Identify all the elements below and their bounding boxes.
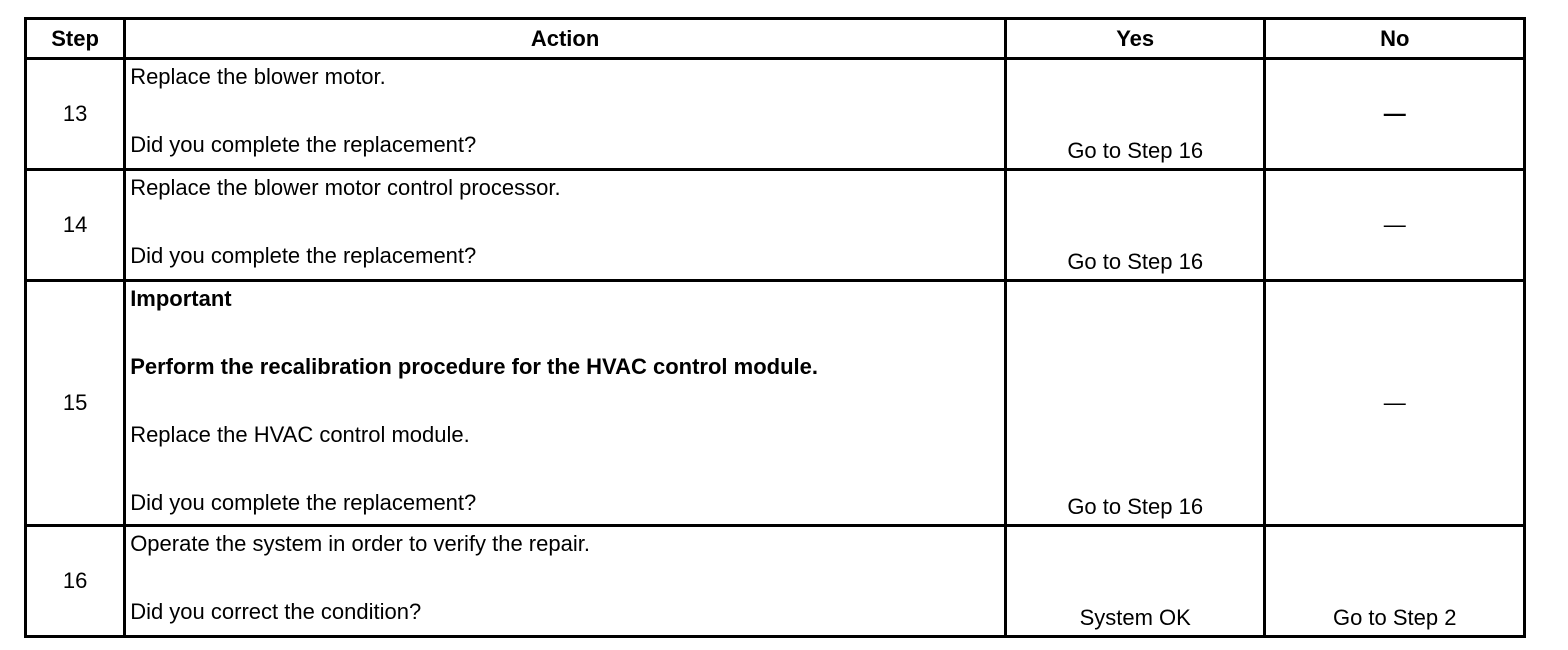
header-action: Action — [125, 19, 1006, 59]
step-number: 14 — [26, 170, 125, 281]
table-row — [26, 59, 1525, 170]
diagnostic-table — [24, 17, 1526, 638]
action-text: Replace the blower motor control processor. — [130, 175, 561, 200]
header-yes: Yes — [1005, 19, 1265, 59]
header-row — [26, 19, 1525, 59]
action-question: Did you complete the replacement? — [130, 243, 477, 268]
no-result: Go to Step 2 — [1265, 526, 1525, 637]
action-cell — [125, 526, 1006, 637]
yes-result: System OK — [1005, 526, 1265, 637]
table-row — [26, 526, 1525, 637]
action-question: Did you complete the replacement? — [130, 132, 477, 157]
important-label: Important — [130, 286, 232, 311]
step-number: 16 — [26, 526, 125, 637]
header-no: No — [1265, 19, 1525, 59]
action-question: Did you correct the condition? — [130, 599, 422, 624]
action-cell — [125, 59, 1006, 170]
yes-result: Go to Step 16 — [1005, 170, 1265, 281]
yes-result: Go to Step 16 — [1005, 59, 1265, 170]
no-result: — — [1265, 59, 1525, 170]
step-number: 13 — [26, 59, 125, 170]
action-cell — [125, 170, 1006, 281]
action-question: Did you complete the replacement? — [130, 490, 477, 515]
no-result: — — [1265, 170, 1525, 281]
step-number: 15 — [26, 281, 125, 526]
action-text: Operate the system in order to verify the repair. — [130, 531, 590, 556]
action-text: Replace the HVAC control module. — [130, 422, 470, 447]
important-text: Perform the recalibration procedure for the HVAC control module. — [130, 354, 818, 379]
action-text: Replace the blower motor. — [130, 64, 386, 89]
header-step: Step — [26, 19, 125, 59]
table-row — [26, 281, 1525, 526]
action-cell — [125, 281, 1006, 526]
table-row — [26, 170, 1525, 281]
no-result: — — [1265, 281, 1525, 526]
yes-result: Go to Step 16 — [1005, 281, 1265, 526]
